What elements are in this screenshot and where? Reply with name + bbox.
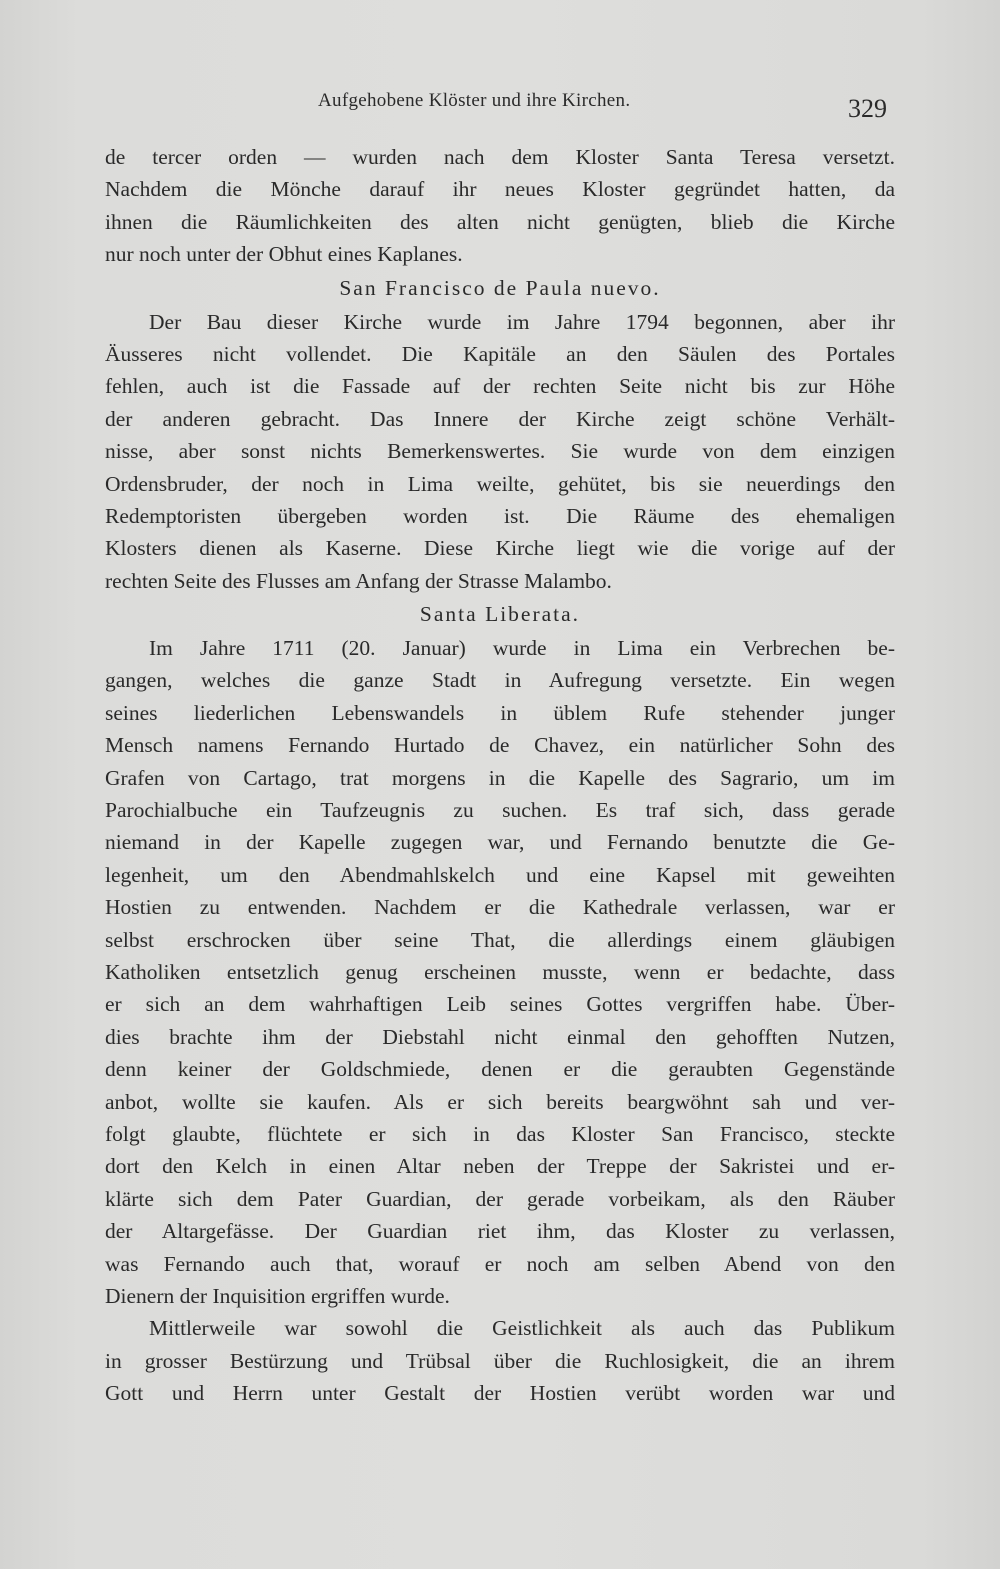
text-line: legenheit, um den Abendmahlskelch und eine Kapsel mit geweihten	[105, 862, 895, 887]
text-line: ihnen die Räumlichkeiten des alten nicht genügten, blieb die Kirche	[105, 209, 895, 234]
body-text	[105, 141, 895, 1409]
text-line: Redemptoristen übergeben worden ist. Die Räume des ehemaligen	[105, 503, 895, 528]
text-line: Grafen von Cartago, trat morgens in die Kapelle des Sagrario, um im	[105, 765, 895, 790]
text-line: Klosters dienen als Kaserne. Diese Kirche liegt wie die vorige auf der	[105, 536, 895, 561]
text-line: nisse, aber sonst nichts Bemerkenswertes. Sie wurde von dem einzigen	[105, 439, 895, 464]
text-line: Nachdem die Mönche darauf ihr neues Kloster gegründet hatten, da	[105, 177, 895, 202]
text-line: denn keiner der Goldschmiede, denen er die geraubten Gegenstände	[105, 1057, 895, 1082]
text-line: Gott und Herrn unter Gestalt der Hostien verübt worden war und	[105, 1381, 895, 1406]
text-line: anbot, wollte sie kaufen. Als er sich bereits beargwöhnt sah und ver-	[105, 1089, 895, 1114]
page-number: 329	[848, 94, 887, 123]
text-line: Dienern der Inquisition ergriffen wurde.	[105, 1283, 450, 1308]
text-line: klärte sich dem Pater Guardian, der gerade vorbeikam, als den Räuber	[105, 1186, 895, 1211]
text-line: rechten Seite des Flusses am Anfang der Strasse Malambo.	[105, 568, 612, 593]
text-line: Parochialbuche ein Taufzeugnis zu suchen. Es traf sich, dass gerade	[105, 798, 895, 823]
section-heading: Santa Liberata.	[419, 602, 581, 627]
text-line: nur noch unter der Obhut eines Kaplanes.	[105, 242, 463, 267]
running-head: Aufgehobene Klöster und ihre Kirchen.	[318, 90, 631, 111]
text-line: niemand in der Kapelle zugegen war, und Fernando benutzte die Ge-	[105, 830, 895, 855]
text-line: Äusseres nicht vollendet. Die Kapitäle an den Säulen des Portales	[105, 341, 895, 366]
text-line: Hostien zu entwenden. Nachdem er die Kathedrale verlassen, war er	[105, 895, 895, 920]
text-line: dort den Kelch in einen Altar neben der Treppe der Sakristei und er-	[105, 1154, 895, 1179]
text-line: Im Jahre 1711 (20. Januar) wurde in Lima ein Verbrechen be-	[149, 636, 895, 661]
text-line: Ordensbruder, der noch in Lima weilte, gehütet, bis sie neuerdings den	[105, 471, 895, 496]
text-line: Der Bau dieser Kirche wurde im Jahre 1794 begonnen, aber ihr	[149, 309, 895, 334]
text-line: der anderen gebracht. Das Innere der Kirche zeigt schöne Verhält-	[105, 406, 895, 431]
text-line: der Altargefässe. Der Guardian riet ihm, das Kloster zu verlassen,	[105, 1219, 895, 1244]
section-heading: San Francisco de Paula nuevo.	[339, 275, 661, 300]
text-line: in grosser Bestürzung und Trübsal über die Ruchlosigkeit, die an ihrem	[105, 1348, 895, 1373]
text-line: Katholiken entsetzlich genug erscheinen musste, wenn er bedachte, dass	[105, 959, 895, 984]
text-line: dies brachte ihm der Diebstahl nicht einmal den gehofften Nutzen,	[105, 1024, 895, 1049]
text-line: fehlen, auch ist die Fassade auf der rechten Seite nicht bis zur Höhe	[105, 374, 895, 399]
text-line: er sich an dem wahrhaftigen Leib seines Gottes vergriffen habe. Über-	[105, 992, 895, 1017]
text-line: seines liederlichen Lebenswandels in üblem Rufe stehender junger	[105, 700, 895, 725]
text-line: folgt glaubte, flüchtete er sich in das Kloster San Francisco, steckte	[105, 1121, 895, 1146]
text-line: de tercer orden — wurden nach dem Kloster Santa Teresa versetzt.	[105, 145, 895, 169]
text-line: gangen, welches die ganze Stadt in Aufregung versetzte. Ein wegen	[105, 668, 895, 693]
text-line: Mittlerweile war sowohl die Geistlichkeit als auch das Publikum	[149, 1316, 895, 1341]
text-line: Mensch namens Fernando Hurtado de Chavez, ein natürlicher Sohn des	[105, 733, 895, 758]
text-line: selbst erschrocken über seine That, die allerdings einem gläubigen	[105, 927, 895, 952]
text-line: was Fernando auch that, worauf er noch am selben Abend von den	[105, 1251, 895, 1276]
